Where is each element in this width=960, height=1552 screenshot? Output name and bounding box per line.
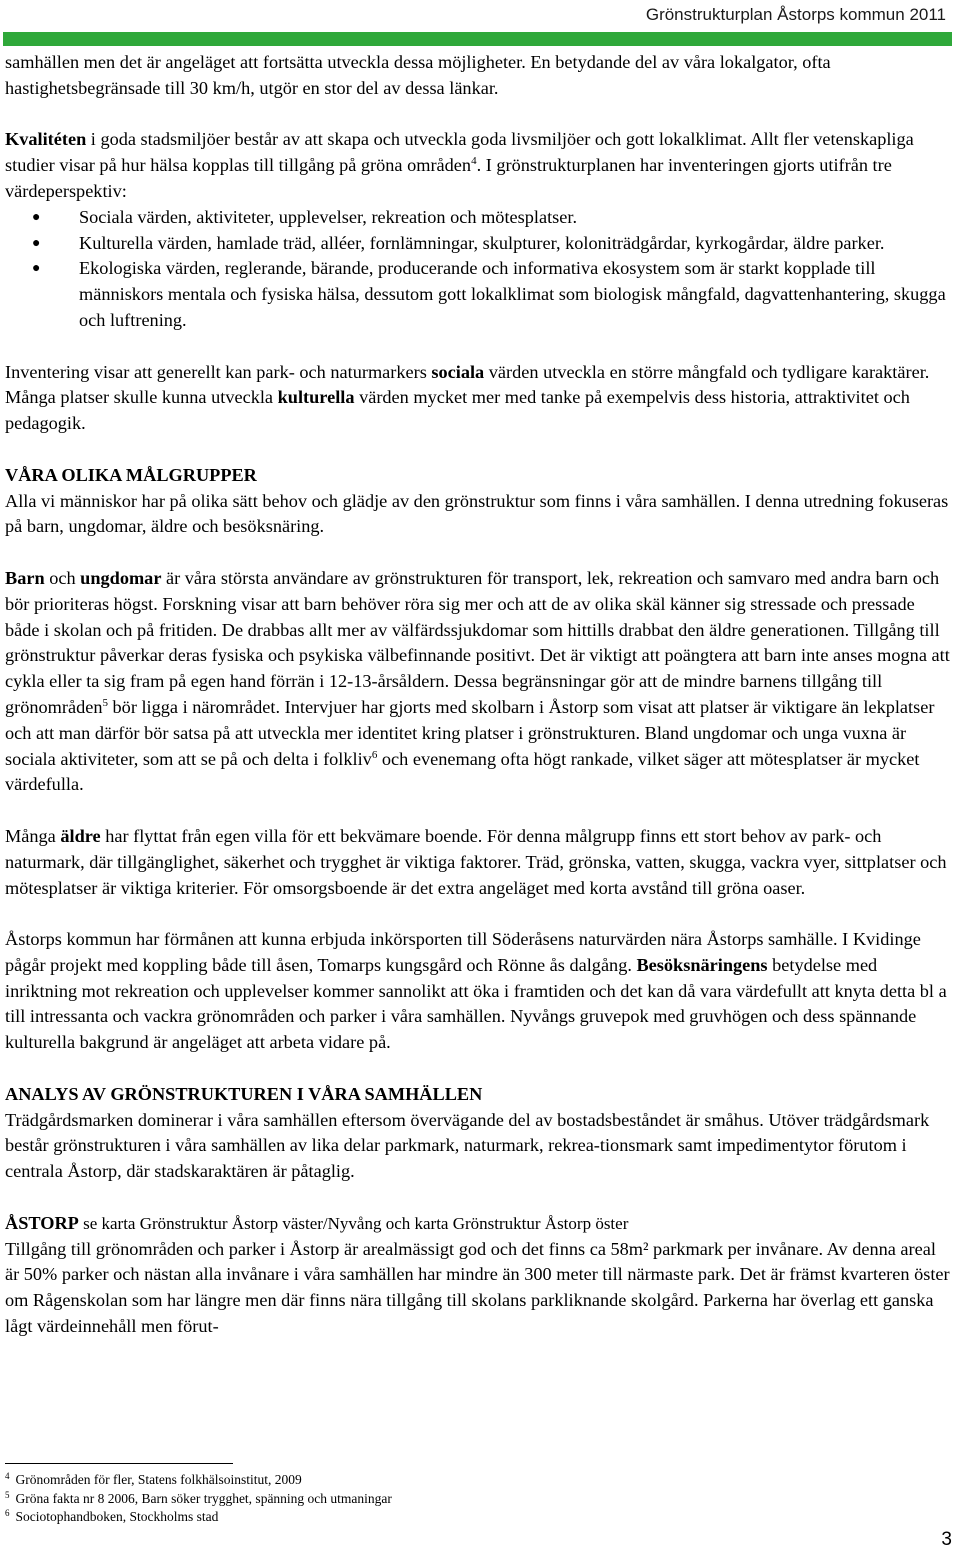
bullet-icon: ● <box>32 209 41 225</box>
paragraph-astorp: Tillgång till grönområden och parker i Åstorp är arealmässigt god och det finns ca 58m² parkmark per invånare. Av denna areal är 50% parker och nästan alla invånare i våra samhällen har mindre än 300 meter till närmaste park. Det är främst kvarteren öster om Rågenskolan som har längre men där finns nära tillgång till skolans parkliknande skolgård. Parkerna har överlag ett ganska lågt värdeinnehåll men förut- <box>5 1238 950 1337</box>
bullet-icon: ● <box>32 261 41 277</box>
value-perspectives-list <box>5 205 953 334</box>
list-item: ● Kulturella värden, hamlade träd, alléer, fornlämningar, skulpturer, koloniträdgårdar, kyrkogårdar, äldre parker. <box>5 231 953 257</box>
paragraph-target-groups: Alla vi människor har på olika sätt behov och glädje av den grönstruktur som finns i våra samhällen. I denna utredning fokuseras på barn, ungdomar, äldre och besöksnäring. <box>5 490 949 537</box>
document-body <box>5 50 953 1340</box>
footnote-ref: 4 <box>471 155 477 168</box>
heading-analysis: ANALYS AV GRÖNSTRUKTUREN I VÅRA SAMHÄLLEN <box>5 1083 483 1104</box>
footnote-item: $^5$ Gröna fakta nr 8 2006, Barn söker trygghet, spänning och utmaningar <box>5 1489 392 1506</box>
paragraph-tourism: Åstorps kommun har förmånen att kunna erbjuda inkörsporten till Söderåsens naturvärden nära Åstorps samhälle. I Kvidinge pågår projekt med koppling både till åsen, Tomarps kungsgård och Rönne ås dalgång. Besöksnäringens betydelse med inriktning mot rekreation och upplevelser kommer sannolikt att öka i framtiden och det kan då vara värdefullt att knyta detta bl a till intressanta och vackra grönområden och parker i våra samhällen. Nyvångs gruvepok med gruvhögen och dess spännande kulturella bakgrund är angeläget att arbeta vidare på. <box>5 929 947 1053</box>
paragraph-children: Barn och ungdomar är våra största användare av grönstrukturen för transport, lek, rekreation och samvaro med andra barn och bör prioriteras högst. Forskning visar att barn behöver röra sig mer och att de av olika skäl känner sig stressade och pressade både i skolan och på fritiden. De drabbas allt mer av välfärdssjukdomar som hittills drabbat den äldre generationen. Tillgång till grönstruktur påverkar deras fysiska och psykiska välbefinnande positivt. Det är viktigt att poängtera att barn inte anses mogna att cykla eller ta sig fram på egen hand förrän i 12-13-årsåldern. Dessa begränsningar gör att de mindre barnens tillgång till grönområden$^5$ bör ligga i närområdet. Intervjuer har gjorts med skolbarn i Åstorp som visat att platser är viktigare än lekplatser och att man därför bör satsa på att utveckla mer identitet kring platser i grönstrukturen. Bland ungdomar och unga vuxna är sociala aktiviteter, som att se på och delta i folkliv$^6$ och evenemang ofta högt rankade, vilket säger att mötesplatser är mycket värdefulla. <box>5 567 950 795</box>
paragraph-analysis: Trädgårdsmarken dominerar i våra samhällen eftersom övervägande del av bostadsbeståndet är småhus. Utöver trädgårdsmark består grönstrukturen i våra samhällen av lika delar parkmark, naturmark, rekrea-tionsmark samt impedimentytor förutom i centrala Åstorp, där stadskaraktären är påtaglig. <box>5 1109 930 1182</box>
footnote-item: $^4$ Grönområden för fler, Statens folkhälsoinstitut, 2009 <box>5 1471 302 1487</box>
footnote-item: $^6$ Sociotophandboken, Stockholms stad <box>5 1508 219 1524</box>
list-item: ● Ekologiska värden, reglerande, bärande, producerande och informativa ekosystem som är starkt kopplade till människors mentala och fysiska hälsa, dessutom gott lokalklimat som biologisk mångfald, dagvattenhantering, skugga och luftrening. <box>32 258 946 330</box>
paragraph-inventory: Inventering visar att generellt kan park- och naturmarkers sociala värden utveckla en större mångfald och tydligare karaktärer. Många platser skulle kunna utveckla kulturella värden mycket mer med tanke på exempelvis dess historia, attraktivitet och pedagogik. <box>5 361 930 434</box>
footnote-ref: 5 <box>102 696 108 709</box>
paragraph-quality: Kvalitéten i goda stadsmiljöer består av att skapa och utveckla goda livsmiljöer och gott lokalklimat. Allt fler vetenskapliga studier visar på hur hälsa kopplas till tillgång på gröna områden$^4$. I grönstrukturplanen har inventeringen gjorts utifrån tre värdeperspektiv: <box>5 129 914 201</box>
footnote-ref: 6 <box>371 748 378 761</box>
paragraph-elderly: Många äldre har flyttat från egen villa för ett bekvämare boende. För denna målgrupp finns ett stort behov av park- och naturmark, där tillgänglighet, säkerhet och trygghet är viktiga faktorer. Träd, grönska, vatten, skugga, vackra vyer, sittplatser och mötesplatser är viktiga kriterier. För omsorgsboende är det extra angeläget med korta avstånd till gröna oaser. <box>5 825 947 898</box>
heading-astorp: ÅSTORP se karta Grönstruktur Åstorp väster/Nyvång och karta Grönstruktur Åstorp öster <box>5 1212 629 1233</box>
list-item: ● Sociala värden, aktiviteter, upplevelser, rekreation och mötesplatser. <box>5 205 953 231</box>
bullet-icon: ● <box>32 235 41 251</box>
footnote-separator <box>5 1463 233 1464</box>
header-green-bar <box>3 32 952 46</box>
document-header-title: Grönstrukturplan Åstorps kommun 2011 <box>645 5 946 24</box>
paragraph-intro-continued: samhällen men det är angeläget att fortsätta utveckla dessa möjligheter. En betydande del av våra lokalgator, ofta hastighetsbegränsade till 30 km/h, utgör en stor del av dessa länkar. <box>5 52 831 98</box>
footnotes <box>5 1471 905 1527</box>
page-number: 3 <box>941 1529 952 1550</box>
bold-term: Kvalitéten <box>5 129 87 150</box>
heading-target-groups: VÅRA OLIKA MÅLGRUPPER <box>5 464 257 485</box>
